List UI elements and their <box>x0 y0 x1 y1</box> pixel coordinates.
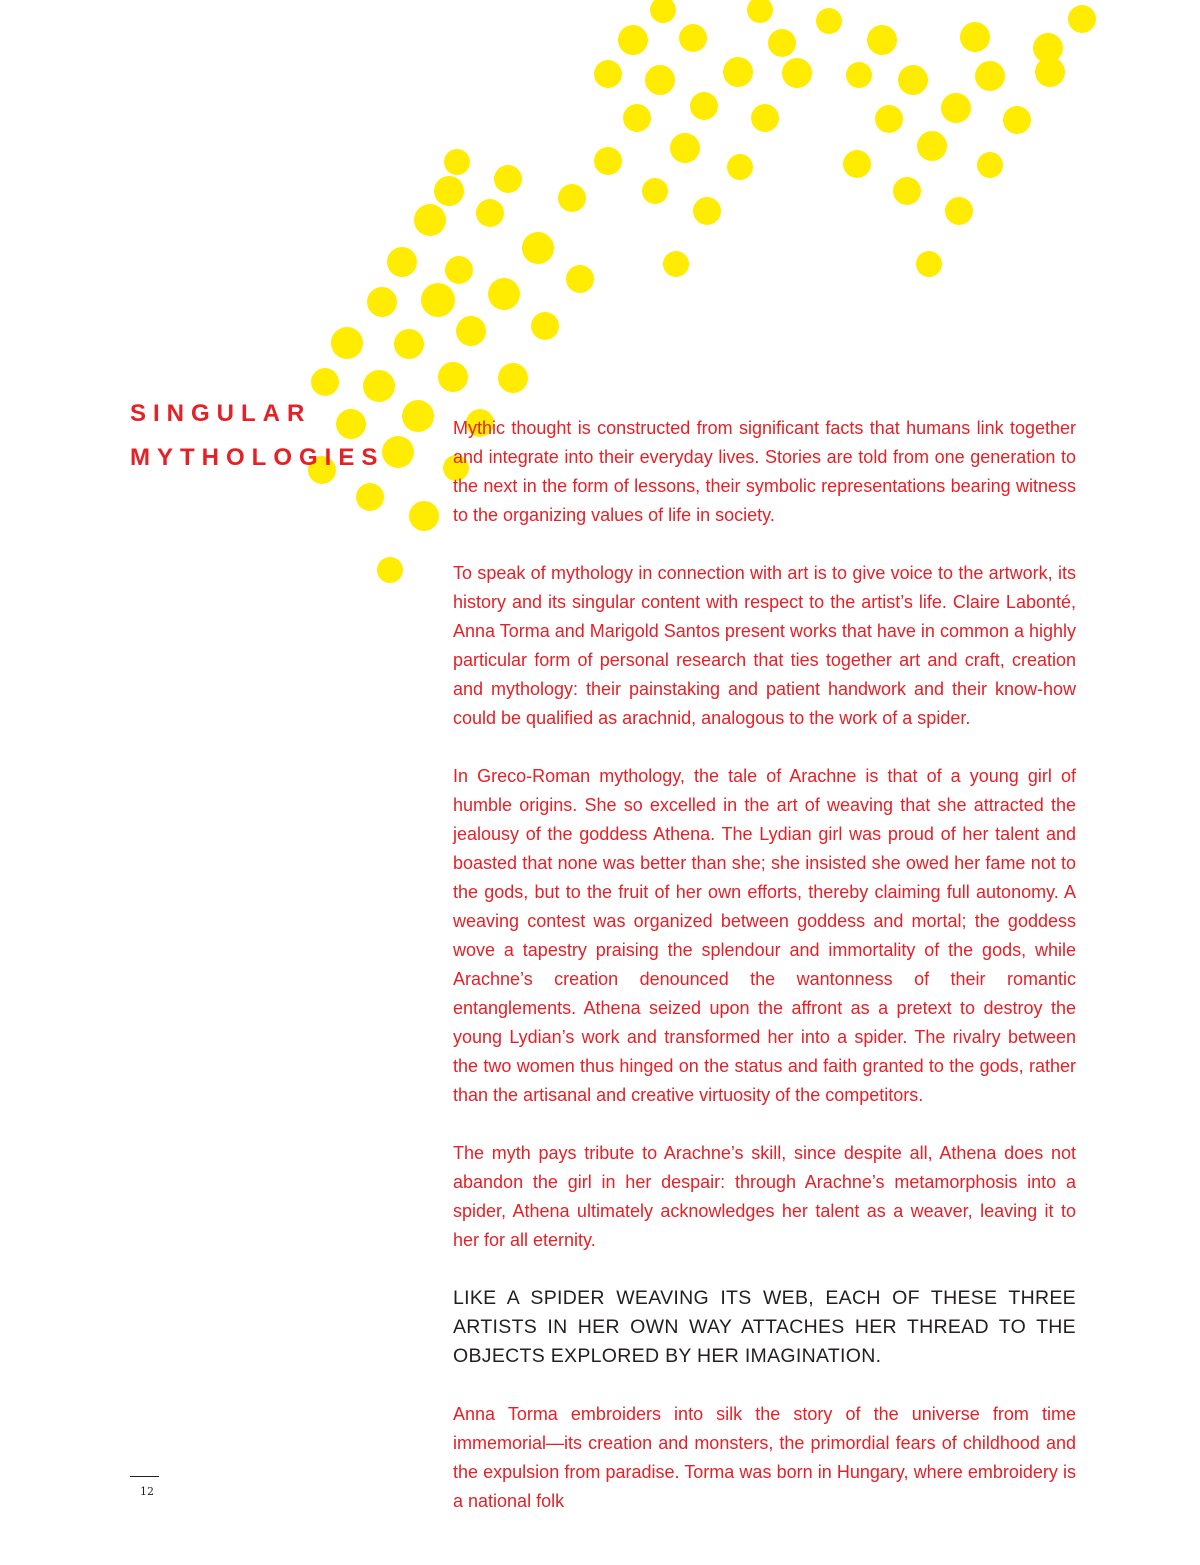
section-heading <box>130 392 384 480</box>
paragraph-3: In Greco-Roman mythology, the tale of Arachne is that of a young girl of humble origins. She so excelled in the art of weaving that she attracted the jealousy of the goddess Athena. The Lydian girl was proud of her talent and boasted that none was better than she; she insisted she owed her fame not to the gods, but to the fruit of her own efforts, thereby claiming full autonomy. A weaving contest was organized between goddess and mortal; the goddess wove a tapestry praising the splendour and immortality of the gods, while Arachne’s creation denounced the wantonness of their romantic entanglements. Athena seized upon the affront as a pretext to destroy the young Lydian’s work and transformed her into a spider. The rivalry between the two women thus hinged on the status and faith granted to the gods, rather than the artisanal and creative virtuosity of the competitors. <box>453 766 1076 1105</box>
paragraph-2: To speak of mythology in connection with art is to give voice to the artwork, its history and its singular content with respect to the artist’s life. Claire Labonté, Anna Torma and Marigold Santos present works that have in common a highly particular form of personal research that ties together art and craft, creation and mythology: their painstaking and patient handwork and their know-how could be qualified as arachnid, analogous to the work of a spider. <box>453 563 1077 728</box>
pull-quote: LIKE A SPIDER WEAVING ITS WEB, EACH OF THESE THREE ARTISTS IN HER OWN WAY ATTACHES HER THREAD TO THE OBJECTS EXPLORED BY HER IMAGINATION. <box>453 1287 1076 1367</box>
heading-line-2: MYTHOLOGIES <box>130 444 385 471</box>
article-body <box>453 414 1076 1545</box>
page-footer <box>130 1476 159 1498</box>
paragraph-1: Mythic thought is constructed from significant facts that humans link together and integrate into their everyday lives. Stories are told from one generation to the next in the form of lessons, their symbolic representations bearing witness to the organizing values of life in society. <box>453 418 1076 525</box>
footer-rule <box>130 1476 159 1477</box>
page-number: 12 <box>140 1485 154 1498</box>
heading-line-1: SINGULAR <box>130 400 312 427</box>
paragraph-4: The myth pays tribute to Arachne’s skill, since despite all, Athena does not abandon the girl in her despair: through Arachne’s metamorphosis into a spider, Athena ultimately acknowledges her talent as a weaver, leaving it to her for all eternity. <box>453 1143 1076 1250</box>
paragraph-5: Anna Torma embroiders into silk the story of the universe from time immemorial—its creation and monsters, the primordial fears of childhood and the expulsion from paradise. Torma was born in Hungary, where embroidery is a national folk <box>453 1404 1076 1511</box>
